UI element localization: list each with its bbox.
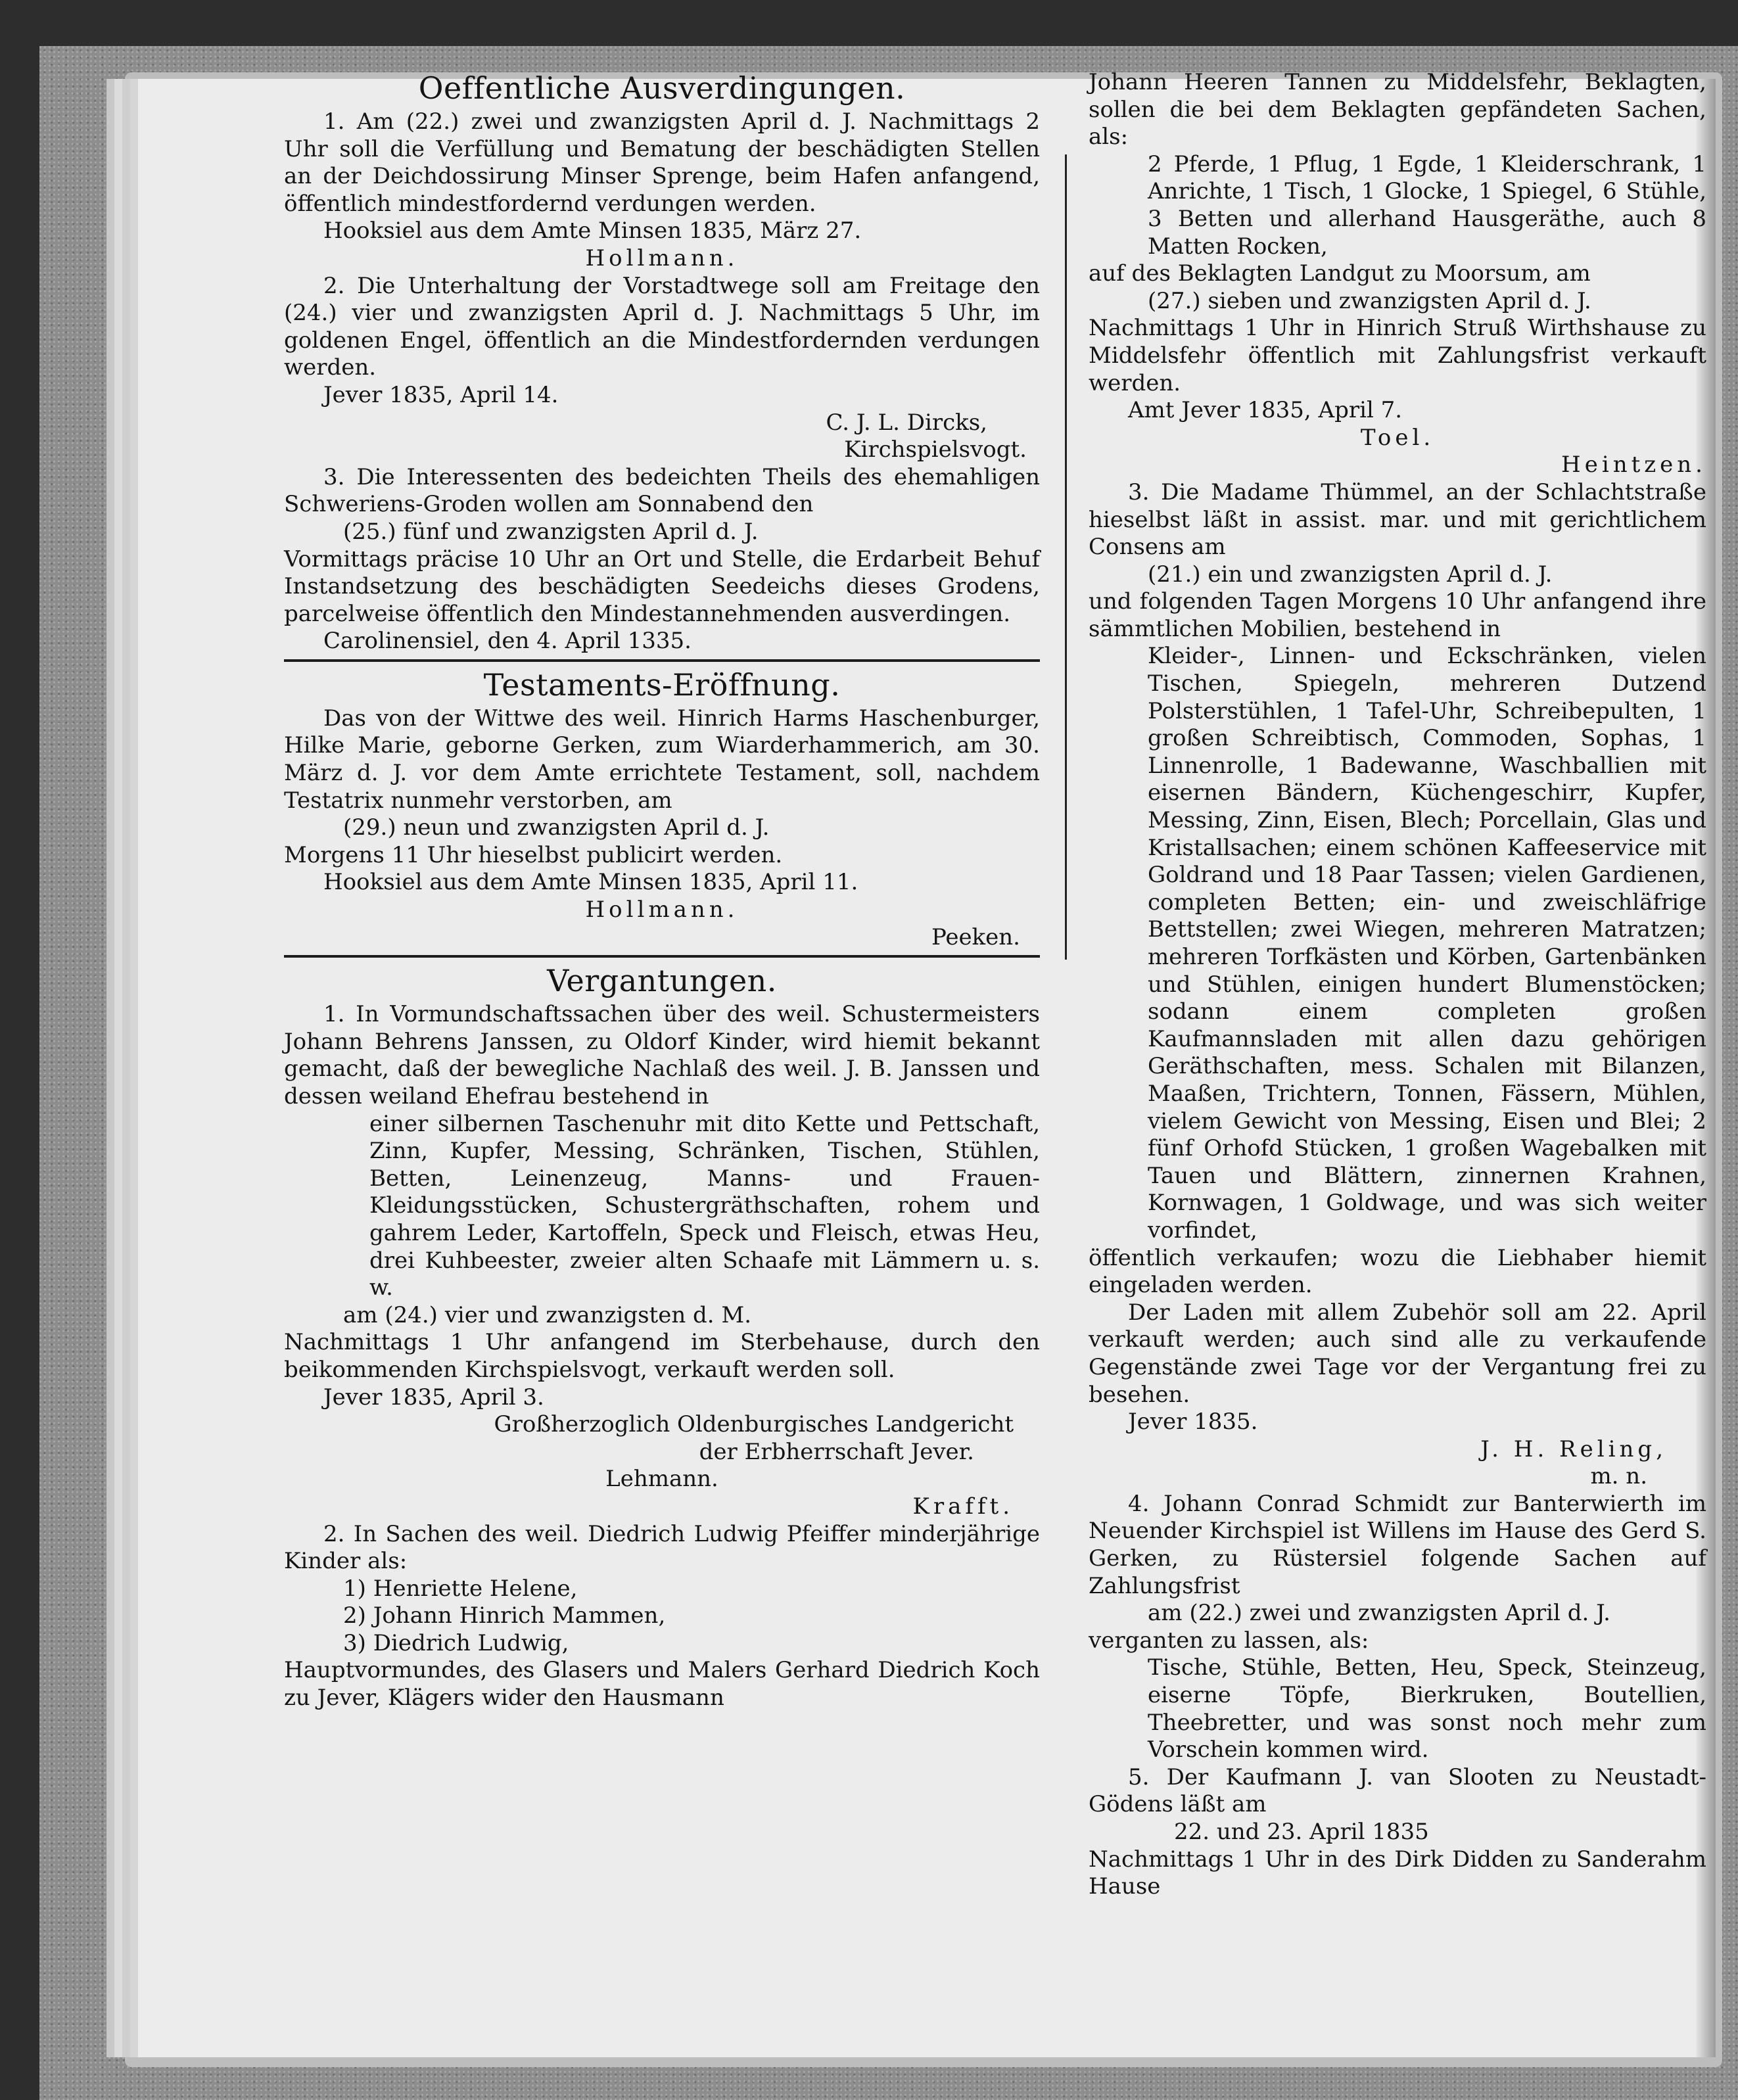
vergantung-3-signature-2: m. n. xyxy=(1590,1463,1647,1490)
vergantung-2-body-3: auf des Beklagten Landgut zu Moorsum, am xyxy=(1089,260,1591,287)
vergantung-1-court-2: der Erbherrschaft Jever. xyxy=(699,1438,974,1465)
vergantung-3-items: Kleider-, Linnen- und Eckschränken, vielen Tischen, Spiegeln, mehreren Dutzend Polsterstühlen, 1 Tafel-Uhr, Schreibepulten, 1 großen Schreibtisch, Commoden, Sophas, 1 Linnenrolle, 1 Badewanne, Waschballien mit eisernen Bändern, Küchengeschirr, Kupfer, Messing, Zinn, Eisen, Blech; Porcellain, Glas und Kristallsachen; einem schönen Kaffeeservice mit Goldrand und 18 Paar Tassen; vielen Gardienen, completen Betten; ein- und zweischläfrige Bettstellen; zwei Wiegen, mehreren Matratzen; mehreren Torfkästen und Körben, Gartenbänken und Stühlen, einigen hundert Blumenstöcken; sodann einem completen großen Kaufmannsladen mit allen dazu gehörigen Geräthschaften, mess. Schalen mit Bilanzen, Maaßen, Trichtern, Tonnen, Fässern, Mühlen, vielem Gewicht von Messing, Eisen und Blei; 2 fünf Orhofd Stücken, 1 großen Wagebalken mit Tauen und Blättern, zinnernen Krahnen, Kornwagen, 1 Goldwage, und was sich weiter vorfindet, xyxy=(1148,643,1706,1244)
notice-1-body: 1. Am (22.) zwei und zwanzigsten April d. J. Nachmittags 2 Uhr soll die Verfüllung und Bematung der beschädigten Stellen an der Deichdossirung Minser Sprenge, beim Hafen anfangend, öffentlich mindestfordernd verdungen werden. xyxy=(284,108,1040,217)
vergantung-3-date: (21.) ein und zwanzigsten April d. J. xyxy=(1148,561,1553,588)
vergantung-3-body: 3. Die Madame Thümmel, an der Schlachtstraße hieselbst läßt in assist. mar. und mit gerichtlichem Consens am xyxy=(1089,478,1706,561)
vergantung-5-date: 22. und 23. April 1835 xyxy=(1174,1819,1429,1845)
notice-2-body: 2. Die Unterhaltung der Vorstadtwege soll am Freitage den (24.) vier und zwanzigsten April d. J. Nachmittags 5 Uhr, im goldenen Engel, öffentlich an die Mindestfordernden verdungen werden. xyxy=(284,272,1040,381)
testament-signature-2: Peeken. xyxy=(931,923,1020,950)
vergantung-4-body-2: verganten zu lassen, als: xyxy=(1089,1627,1369,1654)
vergantung-2-child-2: 2) Johann Hinrich Mammen, xyxy=(343,1602,666,1629)
vergantung-2-child-1: 1) Henriette Helene, xyxy=(343,1575,578,1602)
section-heading-testament: Testaments-Eröffnung. xyxy=(483,666,841,703)
vergantung-2-signature-1: Toel. xyxy=(1360,424,1435,451)
testament-place: Hooksiel aus dem Amte Minsen 1835, April 11. xyxy=(323,869,858,896)
vergantung-4-date: am (22.) zwei und zwanzigsten April d. J. xyxy=(1148,1600,1610,1627)
testament-date: (29.) neun und zwanzigsten April d. J. xyxy=(343,814,770,841)
left-column xyxy=(284,69,1040,1712)
vergantung-1-signature-1: Lehmann. xyxy=(605,1466,718,1493)
vergantung-5-body-2: Nachmittags 1 Uhr in des Dirk Didden zu Sanderahm Hause xyxy=(1089,1846,1706,1900)
notice-3-body: 3. Die Interessenten des bedeichten Theils des ehemahligen Schweriens-Groden wollen am Sonnabend den xyxy=(284,463,1040,518)
notice-3-date: (25.) fünf und zwanzigsten April d. J. xyxy=(343,518,759,545)
testament-signature-1: Hollmann. xyxy=(585,897,739,923)
vergantung-2-child-3: 3) Diedrich Ludwig, xyxy=(343,1629,569,1656)
vergantung-3-body-4: Der Laden mit allem Zubehör soll am 22. April verkauft werden; auch sind alle zu verkaufende Gegenstände zwei Tage vor der Vergantung frei zu besehen. xyxy=(1089,1299,1706,1408)
vergantung-2-place: Amt Jever 1835, April 7. xyxy=(1128,397,1403,424)
vergantung-3-body-3: öffentlich verkaufen; wozu die Liebhaber hiemit eingeladen werden. xyxy=(1089,1244,1706,1299)
vergantung-4-items: Tische, Stühle, Betten, Heu, Speck, Steinzeug, eiserne Töpfe, Bierkruken, Boutellien, Theebretter, und was sonst noch mehr zum Vorschein kommen wird. xyxy=(1148,1654,1706,1763)
vergantung-1-court: Großherzoglich Oldenburgisches Landgericht xyxy=(494,1411,1014,1438)
vergantung-1-body-cont: Nachmittags 1 Uhr anfangend im Sterbehause, durch den beikommenden Kirchspielsvogt, verkauft werden soll. xyxy=(284,1329,1040,1383)
vergantung-2-items: 2 Pferde, 1 Pflug, 1 Egde, 1 Kleiderschrank, 1 Anrichte, 1 Tisch, 1 Glocke, 1 Spiegel, 6 Stühle, 3 Betten und allerhand Hausgeräthe, auch 8 Matten Rocken, xyxy=(1148,151,1706,260)
right-column xyxy=(1089,69,1706,1901)
notice-3-body-cont: Vormittags präcise 10 Uhr an Ort und Stelle, die Erdarbeit Behuf Instandsetzung des beschädigten Seedeichs dieses Grodens, parcelweise öffentlich den Mindestannehmenden ausverdingen. xyxy=(284,546,1040,627)
testament-body: Das von der Wittwe des weil. Hinrich Harms Haschenburger, Hilke Marie, geborne Gerken, zum Wiarderhammerich, am 30. März d. J. vor dem Amte errichtete Testament, soll, nachdem Testatrix nunmehr verstorben, am xyxy=(284,705,1040,814)
section-heading-ausverdingungen: Oeffentliche Ausverdingungen. xyxy=(418,70,906,106)
vergantung-2-signature-2: Heintzen. xyxy=(1561,452,1706,478)
vergantung-1-date: am (24.) vier und zwanzigsten d. M. xyxy=(343,1301,752,1328)
section-rule xyxy=(284,659,1040,662)
vergantung-5-body: 5. Der Kaufmann J. van Slooten zu Neustadt-Gödens läßt am xyxy=(1089,1763,1706,1818)
notice-2-title: Kirchspielsvogt. xyxy=(844,436,1027,463)
notice-3-place: Carolinensiel, den 4. April 1335. xyxy=(323,628,692,655)
notice-2-place: Jever 1835, April 14. xyxy=(323,381,559,408)
notice-1-signature: Hollmann. xyxy=(585,245,739,271)
section-heading-vergantungen: Vergantungen. xyxy=(547,963,777,999)
vergantung-3-body-2: und folgenden Tagen Morgens 10 Uhr anfangend ihre sämmtlichen Mobilien, bestehend in xyxy=(1089,588,1706,642)
vergantung-1-place: Jever 1835, April 3. xyxy=(323,1384,544,1411)
vergantung-1-items: einer silbernen Taschenuhr mit dito Kette und Pettschaft, Zinn, Kupfer, Messing, Schränken, Tischen, Stühlen, Betten, Leinenzeug, Manns- und Frauen-Kleidungsstücken, Schustergräthschaften, rohem und gahrem Leder, Kartoffeln, Speck und Fleisch, etwas Heu, drei Kuhbeester, zweier alten Schaafe mit Lämmern u. s. w. xyxy=(369,1110,1040,1301)
notice-2-signature: C. J. L. Dircks, xyxy=(826,409,987,436)
vergantung-1-body: 1. In Vormundschaftssachen über des weil. Schustermeisters Johann Behrens Janssen, zu Oldorf Kinder, wird hiemit bekannt gemacht, daß der bewegliche Nachlaß des weil. J. B. Janssen und dessen weiland Ehefrau bestehend in xyxy=(284,1001,1040,1109)
vergantung-2-body-4: Nachmittags 1 Uhr in Hinrich Struß Wirthshause zu Middelsfehr öffentlich mit Zahlungsfrist verkauft werden. xyxy=(1089,315,1706,396)
vergantung-3-signature: J. H. Reling, xyxy=(1480,1435,1667,1462)
column-divider xyxy=(1065,154,1067,960)
vergantung-2-date: (27.) sieben und zwanzigsten April d. J. xyxy=(1148,287,1591,314)
vergantung-4-body: 4. Johann Conrad Schmidt zur Banterwierth im Neuender Kirchspiel ist Willens im Hause des Gerd S. Gerken, zu Rüstersiel folgende Sachen auf Zahlungsfrist xyxy=(1089,1490,1706,1599)
vergantung-1-signature-2: Krafft. xyxy=(912,1493,1014,1520)
notice-1-place: Hooksiel aus dem Amte Minsen 1835, März 27. xyxy=(323,218,862,245)
vergantung-2-body: 2. In Sachen des weil. Diedrich Ludwig Pfeiffer minderjährige Kinder als: xyxy=(284,1520,1040,1575)
section-rule xyxy=(284,955,1040,958)
testament-body-cont: Morgens 11 Uhr hieselbst publicirt werden. xyxy=(284,841,783,868)
vergantung-2-continued: Johann Heeren Tannen zu Middelsfehr, Beklagten, sollen die bei dem Beklagten gepfändeten Sachen, als: xyxy=(1089,69,1706,151)
vergantung-3-place: Jever 1835. xyxy=(1128,1409,1258,1435)
vergantung-2-body-cont: Hauptvormundes, des Glasers und Malers Gerhard Diedrich Koch zu Jever, Klägers wider den Hausmann xyxy=(284,1657,1040,1712)
